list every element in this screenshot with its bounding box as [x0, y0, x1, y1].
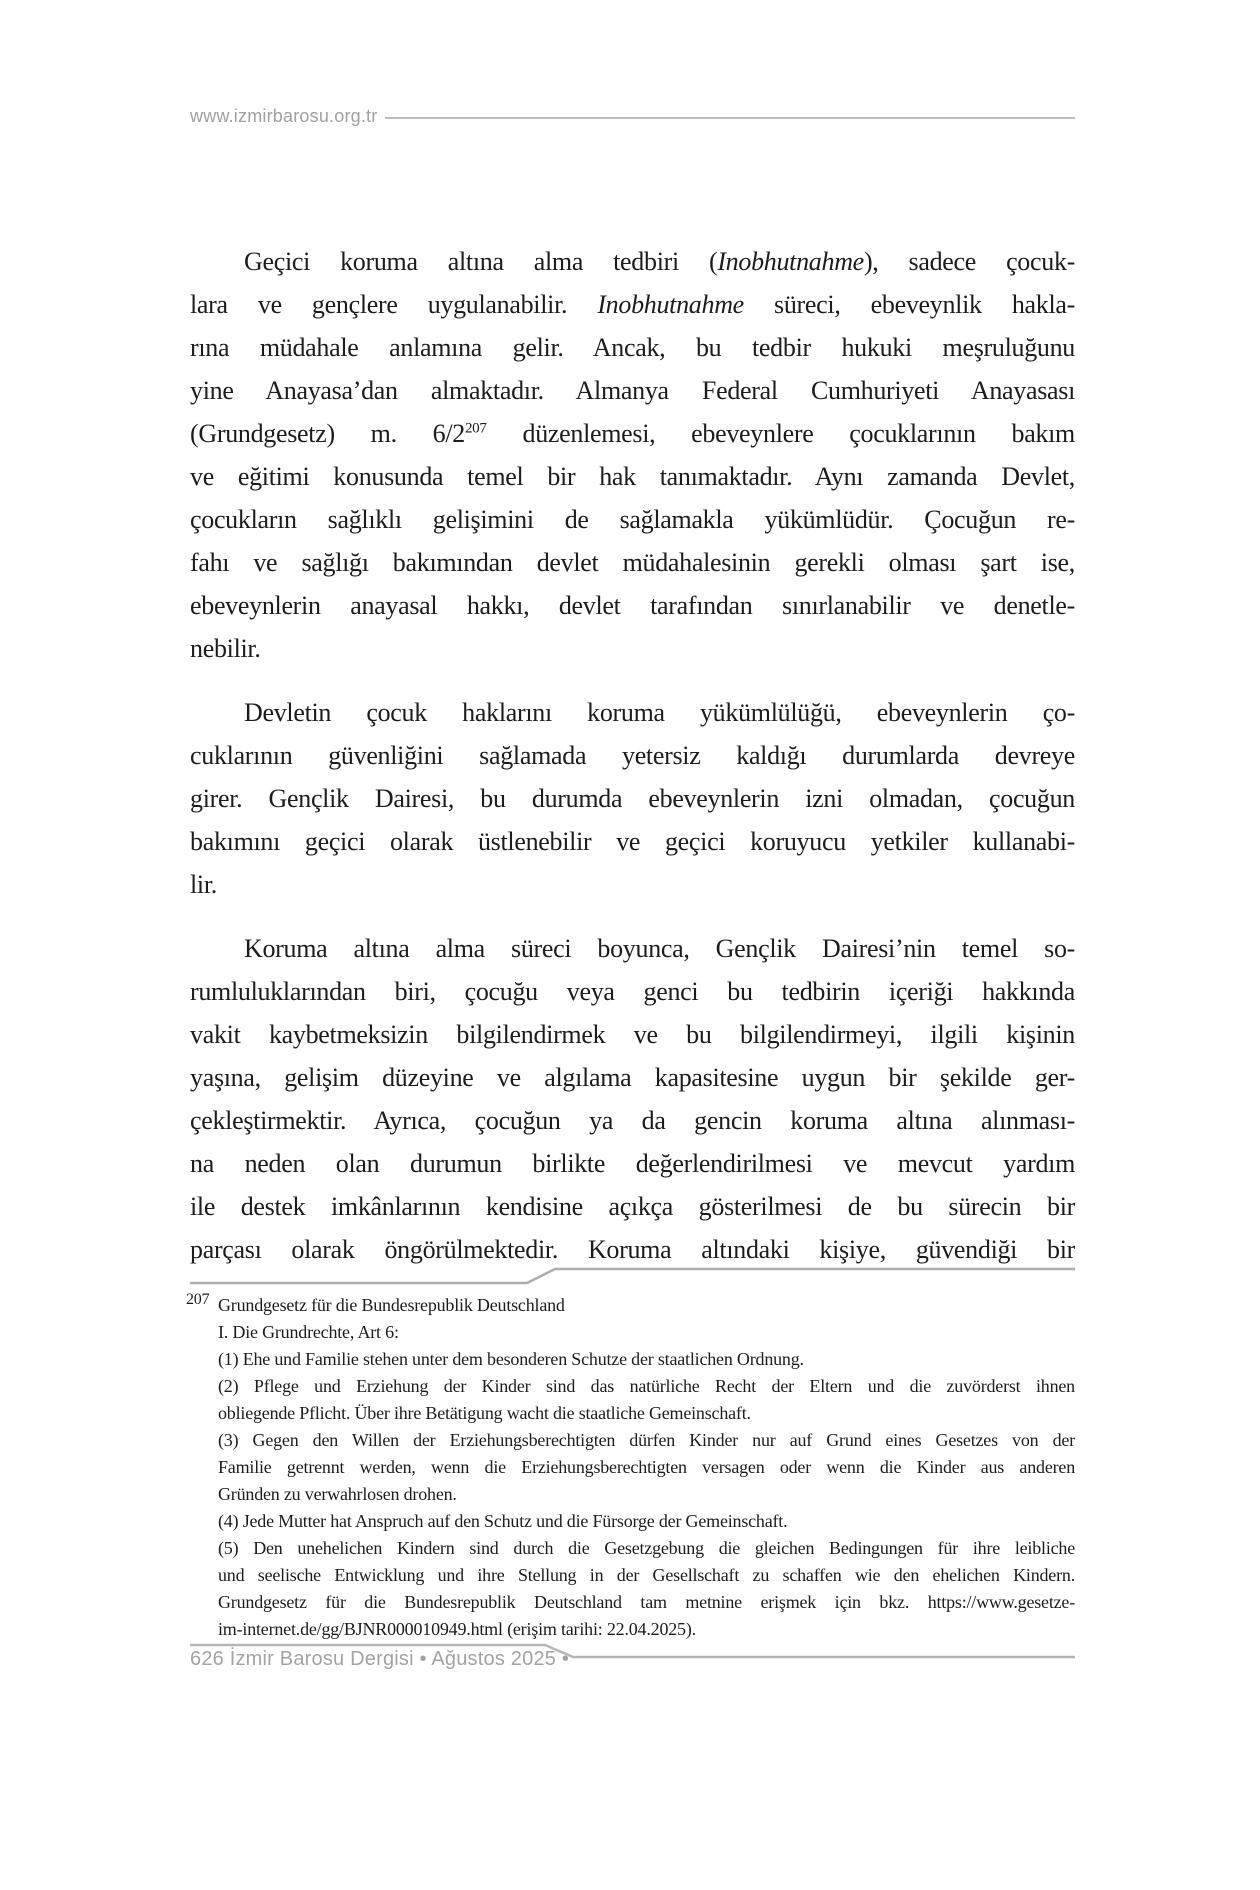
page-footer-text: 626 İzmir Barosu Dergisi • Ağustos 2025 •: [190, 1648, 570, 1670]
footnote-number: 207: [186, 1291, 210, 1308]
page-header: [190, 106, 1075, 127]
body-line: na neden olan durumun birlikte değerlendirilmesi ve mevcut yardım: [190, 1149, 1075, 1178]
footnote-line: Grundgesetz für die Bundesrepublik Deutschland tam metnine erişmek için bkz. https://www.gesetze-: [218, 1592, 1075, 1612]
footnotes: [186, 1291, 1075, 1643]
paragraph: [190, 691, 1075, 906]
footnote-line: 207 Grundgesetz für die Bundesrepublik Deutschland: [218, 1292, 1075, 1319]
body-line: Koruma altına alma süreci boyunca, Gençlik Dairesi’nin temel so-: [244, 934, 1075, 963]
body-line: çekleştirmektir. Ayrıca, çocuğun ya da gencin koruma altına alınması-: [190, 1106, 1075, 1135]
body-line: rumluluklarından biri, çocuğu veya genci bu tedbirin içeriği hakkında: [190, 977, 1075, 1006]
footnote-line: (1) Ehe und Familie stehen unter dem besonderen Schutze der staatlichen Ordnung.: [218, 1349, 804, 1369]
body-line: Devletin çocuk haklarını koruma yükümlülüğü, ebeveynlerin ço-: [244, 698, 1075, 727]
header-rule: [385, 117, 1075, 119]
body-line: ebeveynlerin anayasal hakkı, devlet tarafından sınırlanabilir ve denetle-: [190, 591, 1075, 620]
footnote-line: Familie getrennt werden, wenn die Erziehungsberechtigten versagen oder wenn die Kinder aus anderen: [218, 1457, 1075, 1477]
body-line: yaşına, gelişim düzeyine ve algılama kapasitesine uygun bir şekilde ger-: [190, 1063, 1075, 1092]
footnote-line: (3) Gegen den Willen der Erziehungsberechtigten dürfen Kinder nur auf Grund eines Gesetzes von der: [218, 1430, 1075, 1450]
footnote-line: (2) Pflege und Erziehung der Kinder sind das natürliche Recht der Eltern und die zuvörderst ihnen: [218, 1376, 1075, 1396]
body-line: nebilir.: [190, 634, 261, 663]
paragraph: [190, 240, 1075, 670]
body-line: lara ve gençlere uygulanabilir. Inobhutnahme süreci, ebeveynlik hakla-: [190, 290, 1075, 319]
body-line: cuklarının güvenliğini sağlamada yetersiz kaldığı durumlarda devreye: [190, 741, 1075, 770]
article-body: [190, 240, 1075, 1292]
footnote-line: I. Die Grundrechte, Art 6:: [218, 1322, 399, 1342]
body-line: girer. Gençlik Dairesi, bu durumda ebeveynlerin izni olmadan, çocuğun: [190, 784, 1075, 813]
body-line: fahı ve sağlığı bakımından devlet müdahalesinin gerekli olması şart ise,: [190, 548, 1075, 577]
body-line: bakımını geçici olarak üstlenebilir ve geçici koruyucu yetkiler kullanabi-: [190, 827, 1075, 856]
footnote-line: (5) Den unehelichen Kindern sind durch die Gesetzgebung die gleichen Bedingungen für ihre leibliche: [218, 1538, 1075, 1558]
body-line: ve eğitimi konusunda temel bir hak tanımaktadır. Aynı zamanda Devlet,: [190, 462, 1075, 491]
body-line: rına müdahale anlamına gelir. Ancak, bu tedbir hukuki meşruluğunu: [190, 333, 1075, 362]
body-line: lir.: [190, 870, 217, 899]
footnote-line: im-internet.de/gg/BJNR000010949.html (erişim tarihi: 22.04.2025).: [218, 1619, 696, 1639]
footnote-line: (4) Jede Mutter hat Anspruch auf den Schutz und die Fürsorge der Gemeinschaft.: [218, 1511, 788, 1531]
page-footer: [190, 1648, 569, 1671]
header-url: www.izmirbarosu.org.tr: [190, 106, 378, 126]
body-line: vakit kaybetmeksizin bilgilendirmek ve bu bilgilendirmeyi, ilgili kişinin: [190, 1020, 1075, 1049]
body-line: Geçici koruma altına alma tedbiri (Inobhutnahme), sadece çocuk-: [244, 247, 1076, 276]
paragraph: [190, 927, 1075, 1271]
body-line: ile destek imkânlarının kendisine açıkça gösterilmesi de bu sürecin bir: [190, 1192, 1075, 1221]
body-line: yine Anayasa’dan almaktadır. Almanya Federal Cumhuriyeti Anayasası: [190, 376, 1075, 405]
body-line: parçası olarak öngörülmektedir. Koruma altındaki kişiye, güvendiği bir: [190, 1235, 1075, 1264]
footnote-line: Gründen zu verwahrlosen drohen.: [218, 1484, 457, 1504]
body-line: (Grundgesetz) m. $6/2^{207}$ düzenlemesi, ebeveynlere çocuklarının bakım: [190, 419, 1075, 448]
body-line: çocukların sağlıklı gelişimini de sağlamakla yükümlüdür. Çocuğun re-: [190, 505, 1075, 534]
footnote-line: und seelische Entwicklung und ihre Stellung in der Gesellschaft zu schaffen wie den ehelichen Kindern.: [218, 1565, 1075, 1585]
footnote-line: obliegende Pflicht. Über ihre Betätigung wacht die staatliche Gemeinschaft.: [218, 1403, 751, 1423]
